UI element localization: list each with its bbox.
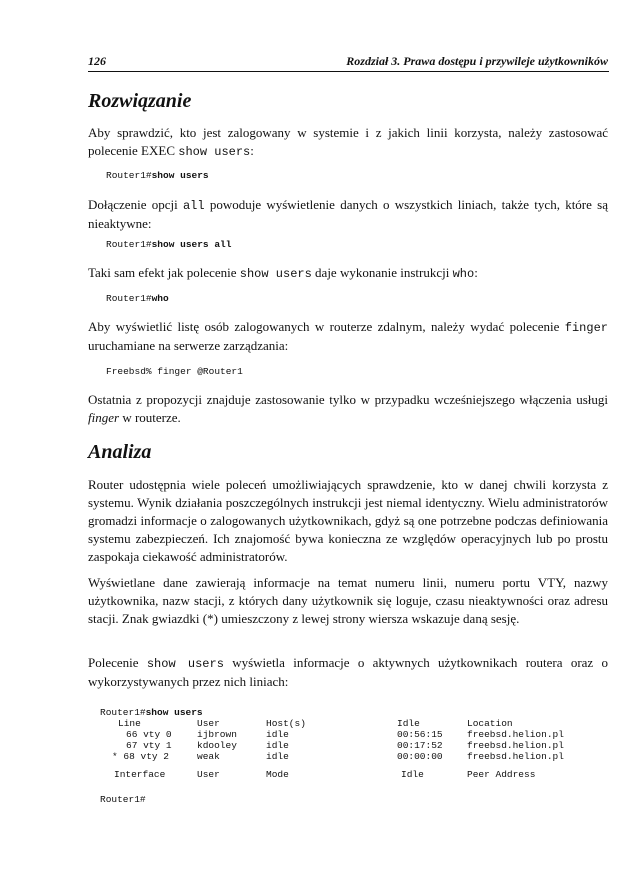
- row-user: kdooley: [197, 740, 237, 751]
- analysis-paragraph-3: Polecenie show users wyświetla informacje o aktywnych użytkownikach routera oraz o wykorzystywanych przez nich liniach:: [88, 655, 609, 689]
- inline-command: show users: [146, 657, 224, 671]
- solution-paragraph-4: Aby wyświetlić listę osób zalogowanych w routerze zdalnym, należy wydać polecenie finger uruchamiane na serwerze zarządzania:: [88, 319, 608, 353]
- analysis-paragraph-1: Router udostępnia wiele poleceń umożliwiających sprawdzenie, kto w danej chwili korzysta z systemu. Wynik działania poszczególnych instrukcji jest niemal identyczny. Wielu administratorów gromadzi informacje o zalogowanych użytkownikach, gdyż są one potrzebne podczas definiowania systemu zabezpieczeń. Ich znajomość bywa konieczna ze względów operacyjnych lub po prostu zaspokaja ciekawość administratorów.: [88, 477, 608, 564]
- col-header-host: Host(s): [266, 718, 306, 729]
- inline-command-who: who: [452, 267, 475, 281]
- command-line: Router1#show users: [100, 707, 203, 718]
- running-title: Rozdział 3. Prawa dostępu i przywileje użytkowników: [346, 54, 608, 68]
- row-user: ijbrown: [197, 729, 237, 740]
- service-name: finger: [88, 410, 120, 425]
- end-prompt: Router1#: [100, 794, 146, 805]
- inline-command: show users: [178, 145, 251, 159]
- code-example-2: Router1#show users all: [106, 239, 232, 250]
- inline-option: all: [182, 199, 205, 213]
- solution-paragraph-1: Aby sprawdzić, kto jest zalogowany w systemie i z jakich linii korzysta, należy zastosować polecenie EXEC show users:: [88, 125, 608, 159]
- solution-paragraph-5: Ostatnia z propozycji znajduje zastosowanie tylko w przypadku wcześniejszego włączenia usługi finger w routerze.: [88, 392, 608, 425]
- inline-command-finger: finger: [564, 321, 608, 335]
- row-idle: 00:56:15: [397, 729, 443, 740]
- code-example-1: Router1#show users: [106, 170, 209, 181]
- page-header: [88, 54, 608, 72]
- row-idle: 00:17:52: [397, 740, 443, 751]
- row-user: weak: [197, 751, 220, 762]
- solution-paragraph-3: Taki sam efekt jak polecenie show users daje wykonanie instrukcji who:: [88, 265, 478, 281]
- row-host: idle: [266, 740, 289, 751]
- section-title-solution: Rozwiązanie: [88, 90, 192, 112]
- col-header-line: Line: [118, 718, 141, 729]
- header-rule: [88, 71, 609, 72]
- col-header-location: Location: [467, 718, 513, 729]
- solution-paragraph-2: Dołączenie opcji all powoduje wyświetlenie danych o wszystkich liniach, także tych, które są nieaktywne:: [88, 197, 608, 231]
- show-users-output: [100, 707, 610, 817]
- page-number: 126: [88, 54, 106, 68]
- analysis-paragraph-2: Wyświetlane dane zawierają informacje na temat numeru linii, numeru portu VTY, nazwy użytkownika, nazw stacji, z których dany użytkownik się loguje, czasu nieaktywności oraz adresu stacji. Znak gwiazdki (*) umieszczony z lewej strony wiersza wskazuje daną sesję.: [88, 575, 608, 626]
- col-header-idle: Idle: [401, 769, 424, 780]
- row-line-current: * 68 vty 2: [112, 751, 170, 762]
- col-header-mode: Mode: [266, 769, 289, 780]
- row-host: idle: [266, 751, 289, 762]
- inline-command: show users: [239, 267, 312, 281]
- row-location: freebsd.helion.pl: [467, 751, 564, 762]
- section-title-analysis: Analiza: [88, 441, 152, 463]
- row-location: freebsd.helion.pl: [467, 740, 564, 751]
- row-line: 66 vty 0: [126, 729, 172, 740]
- row-host: idle: [266, 729, 289, 740]
- code-example-4: Freebsd% finger @Router1: [106, 366, 243, 377]
- code-example-3: Router1#who: [106, 293, 169, 304]
- col-header-interface: Interface: [114, 769, 166, 780]
- row-idle: 00:00:00: [397, 751, 443, 762]
- col-header-idle: Idle: [397, 718, 420, 729]
- row-line: 67 vty 1: [126, 740, 172, 751]
- col-header-peer-address: Peer Address: [467, 769, 536, 780]
- col-header-user: User: [197, 769, 220, 780]
- col-header-user: User: [197, 718, 220, 729]
- row-location: freebsd.helion.pl: [467, 729, 564, 740]
